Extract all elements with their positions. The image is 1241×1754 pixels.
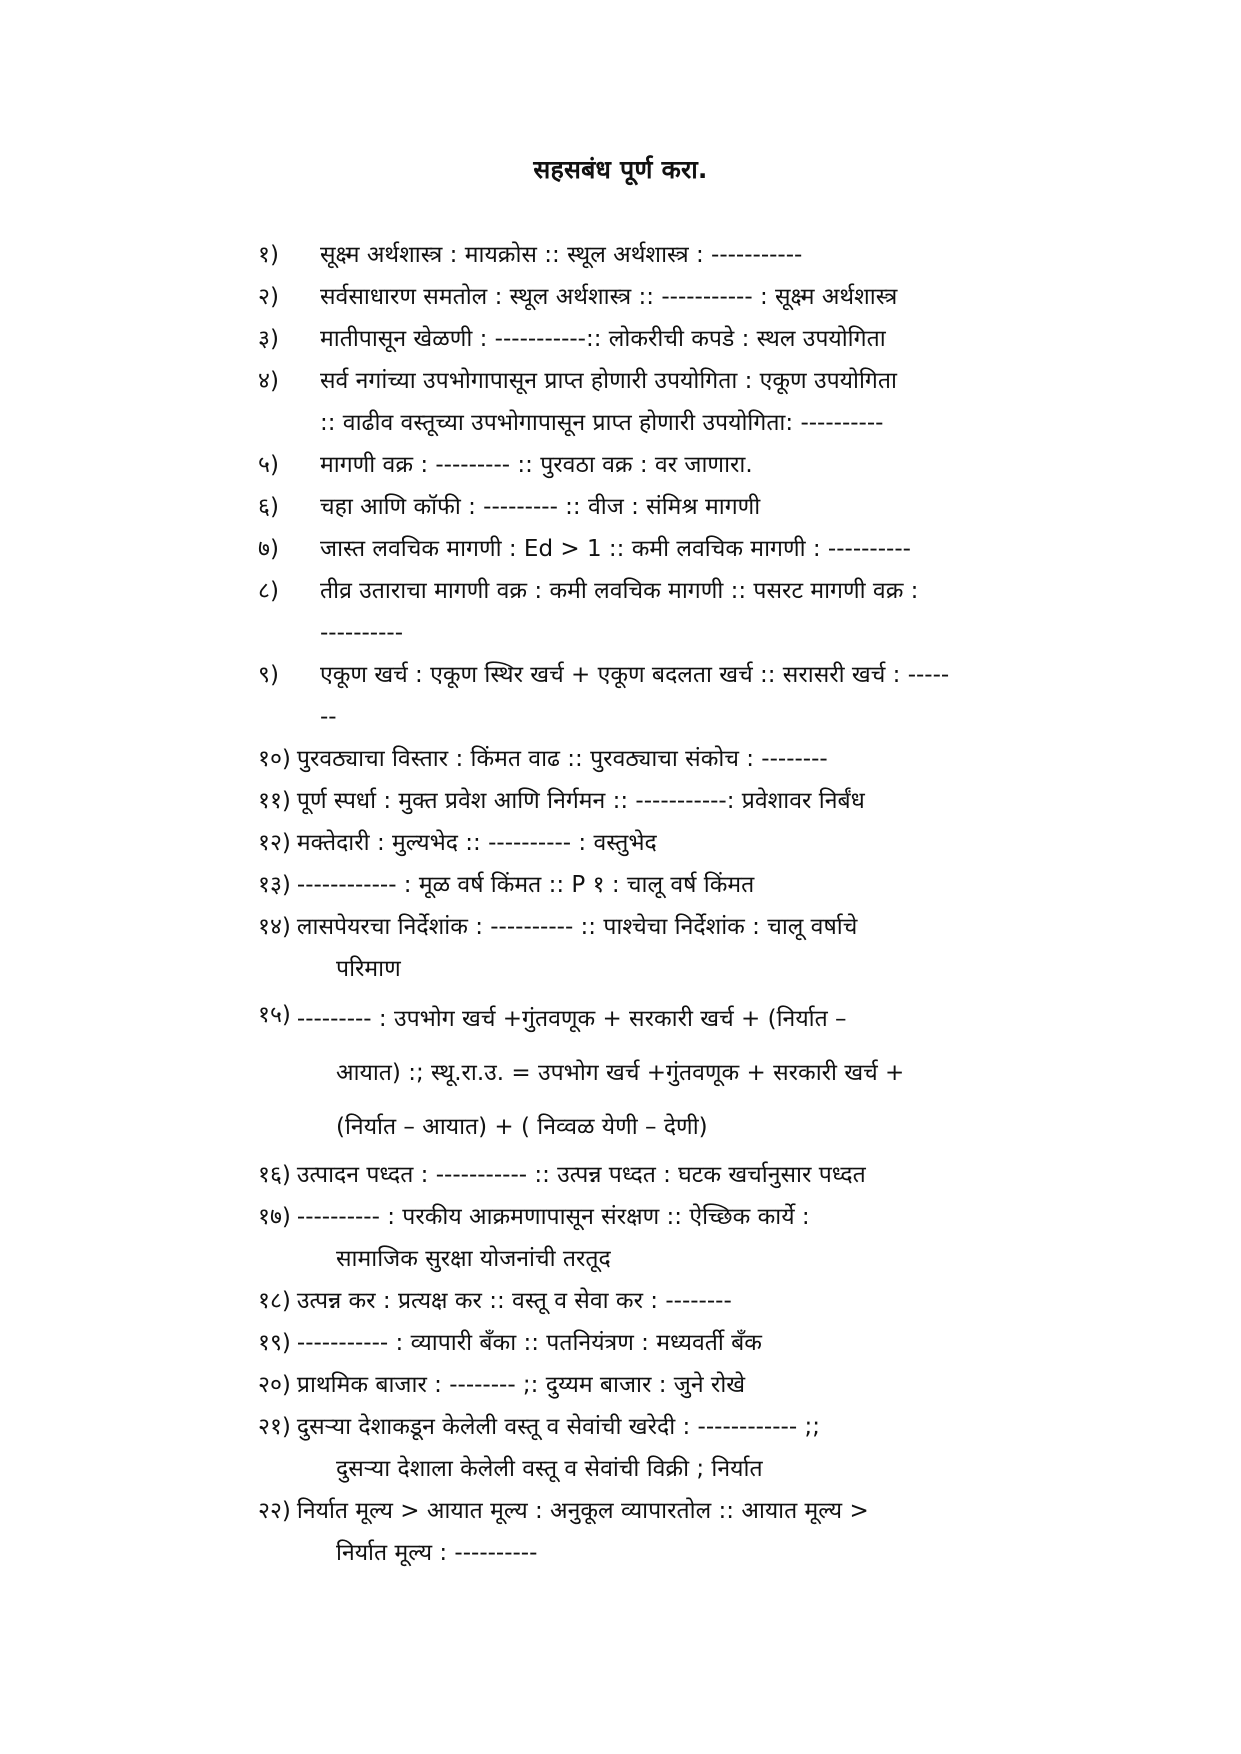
question-item: [258, 1280, 1118, 1322]
question-line: सर्वसाधारण समतोल : स्थूल अर्थशास्त्र :: ----------- : सूक्ष्म अर्थशास्त्र: [320, 284, 898, 310]
question-text: [297, 1364, 1118, 1406]
question-number: ४): [258, 368, 279, 394]
question-line: पुरवठ्याचा विस्तार : किंमत वाढ :: पुरवठ्याचा संकोच : --------: [296, 746, 828, 772]
question-text: [297, 994, 1118, 1044]
page-title: सहसबंध पूर्ण करा.: [533, 155, 708, 184]
question-text: [320, 234, 1118, 276]
question-list: [258, 234, 1118, 1574]
question-item: [258, 486, 1118, 528]
question-continuation: [258, 696, 1118, 738]
question-line: लासपेयरचा निर्देशांक : ---------- :: पाश्चेचा निर्देशांक : चालू वर्षाचे: [296, 914, 858, 940]
question-continuation: [258, 1238, 1118, 1280]
question-text: [297, 1280, 1118, 1322]
question-line: पूर्ण स्पर्धा : मुक्त प्रवेश आणि निर्गमन :: -----------: प्रवेशावर निर्बंध: [296, 788, 865, 814]
question-text: [297, 1196, 1118, 1238]
question-item: [258, 528, 1118, 570]
question-line: मातीपासून खेळणी : -----------:: लोकरीची कपडे : स्थल उपयोगिता: [320, 326, 886, 352]
question-text: [297, 780, 1118, 822]
question-continuation-line: (निर्यात – आयात) + ( निव्वळ येणी – देणी): [336, 1114, 708, 1140]
question-number: ८): [258, 578, 279, 604]
question-line: एकूण खर्च : एकूण स्थिर खर्च + एकूण बदलता खर्च :: सरासरी खर्च : -----: [320, 662, 950, 688]
question-continuation-line: दुसऱ्या देशाला केलेली वस्तू व सेवांची विक्री ; निर्यात: [336, 1456, 763, 1482]
question-number: १६): [258, 1162, 291, 1188]
question-line: प्राथमिक बाजार : -------- ;: दुय्यम बाजार : जुने रोखे: [296, 1372, 746, 1398]
question-number: २१): [258, 1414, 291, 1440]
question-text: [320, 444, 1118, 486]
question-number: ९): [258, 662, 279, 688]
question-item: [258, 1490, 1118, 1532]
question-line: ---------- : परकीय आक्रमणापासून संरक्षण :: ऐच्छिक कार्ये :: [296, 1204, 810, 1230]
question-item: [258, 994, 1118, 1044]
question-continuation-line: आयात) :; स्थू.रा.उ. = उपभोग खर्च +गुंतवणूक + सरकारी खर्च +: [336, 1060, 905, 1086]
question-line: ----------- : व्यापारी बँका :: पतनियंत्रण : मध्यवर्ती बँक: [296, 1330, 762, 1356]
question-text: [320, 654, 1118, 696]
question-continuation: [258, 612, 1118, 654]
question-continuation-line: --: [320, 704, 337, 730]
question-item: [258, 444, 1118, 486]
question-text: [297, 864, 1118, 906]
question-number: १२): [258, 830, 291, 856]
question-item: [258, 318, 1118, 360]
question-continuation-line: :: वाढीव वस्तूच्या उपभोगापासून प्राप्त होणारी उपयोगिता: ----------: [320, 410, 884, 436]
question-number: २२): [258, 1498, 291, 1524]
question-continuation: [258, 1532, 1118, 1574]
question-text: [320, 318, 1118, 360]
question-number: १४): [258, 914, 291, 940]
question-line: ------------ : मूळ वर्ष किंमत :: P १ : चालू वर्ष किंमत: [296, 872, 755, 898]
question-number: १५): [258, 1002, 291, 1028]
question-continuation: [258, 1448, 1118, 1490]
question-line: सूक्ष्म अर्थशास्त्र : मायक्रोस :: स्थूल अर्थशास्त्र : -----------: [320, 242, 803, 268]
question-line: जास्त लवचिक मागणी : Ed > 1 :: कमी लवचिक मागणी : ----------: [320, 536, 911, 562]
question-number: ५): [258, 452, 279, 478]
question-number: ७): [258, 536, 279, 562]
question-continuation: [258, 402, 1118, 444]
question-line: सर्व नगांच्या उपभोगापासून प्राप्त होणारी उपयोगिता : एकूण उपयोगिता: [320, 368, 897, 394]
question-number: ३): [258, 326, 279, 352]
question-line: मक्तेदारी : मुल्यभेद :: ---------- : वस्तुभेद: [296, 830, 657, 856]
question-continuation-line: परिमाण: [336, 956, 401, 982]
question-item: [258, 234, 1118, 276]
question-number: ११): [258, 788, 291, 814]
question-text: [320, 360, 1118, 402]
question-text: [320, 570, 1118, 612]
question-item: [258, 1406, 1118, 1448]
question-text: [297, 822, 1118, 864]
question-text: [320, 276, 1118, 318]
question-item: [258, 276, 1118, 318]
question-text: [297, 1154, 1118, 1196]
question-line: उत्पादन पध्दत : ----------- :: उत्पन्न पध्दत : घटक खर्चानुसार पध्दत: [296, 1162, 866, 1188]
question-item: [258, 1196, 1118, 1238]
question-number: १७): [258, 1204, 291, 1230]
question-continuation: [258, 948, 1118, 990]
question-text: [320, 528, 1118, 570]
question-continuation: [258, 1102, 1118, 1152]
question-item: [258, 654, 1118, 696]
question-line: निर्यात मूल्य > आयात मूल्य : अनुकूल व्यापारतोल :: आयात मूल्य >: [296, 1498, 869, 1524]
question-line: मागणी वक्र : --------- :: पुरवठा वक्र : वर जाणारा.: [320, 452, 753, 478]
question-item: [258, 570, 1118, 612]
question-number: १०): [258, 746, 291, 772]
question-line: तीव्र उताराचा मागणी वक्र : कमी लवचिक मागणी :: पसरट मागणी वक्र :: [320, 578, 919, 604]
question-line: दुसऱ्या देशाकडून केलेली वस्तू व सेवांची खरेदी : ------------ ;;: [296, 1414, 820, 1440]
question-text: [320, 486, 1118, 528]
question-line: चहा आणि कॉफी : --------- :: वीज : संमिश्र मागणी: [320, 494, 761, 520]
question-line: --------- : उपभोग खर्च +गुंतवणूक + सरकारी खर्च + (निर्यात –: [296, 1006, 847, 1032]
question-item: [258, 738, 1118, 780]
question-item: [258, 780, 1118, 822]
question-number: ६): [258, 494, 279, 520]
question-item: [258, 1322, 1118, 1364]
question-number: २०): [258, 1372, 291, 1398]
question-item: [258, 360, 1118, 402]
question-item: [258, 1364, 1118, 1406]
question-number: १): [258, 242, 279, 268]
question-text: [297, 1490, 1118, 1532]
question-line: उत्पन्न कर : प्रत्यक्ष कर :: वस्तू व सेवा कर : --------: [296, 1288, 732, 1314]
question-number: १३): [258, 872, 291, 898]
question-item: [258, 822, 1118, 864]
question-continuation-line: सामाजिक सुरक्षा योजनांची तरतूद: [336, 1246, 611, 1272]
question-continuation: [258, 1048, 1118, 1098]
question-number: १९): [258, 1330, 291, 1356]
question-number: २): [258, 284, 279, 310]
question-item: [258, 906, 1118, 948]
question-number: १८): [258, 1288, 291, 1314]
question-text: [297, 1322, 1118, 1364]
question-continuation-line: ----------: [320, 620, 403, 646]
question-text: [297, 906, 1118, 948]
question-text: [297, 738, 1118, 780]
question-item: [258, 864, 1118, 906]
question-text: [297, 1406, 1118, 1448]
question-continuation-line: निर्यात मूल्य : ----------: [336, 1540, 538, 1566]
question-item: [258, 1154, 1118, 1196]
